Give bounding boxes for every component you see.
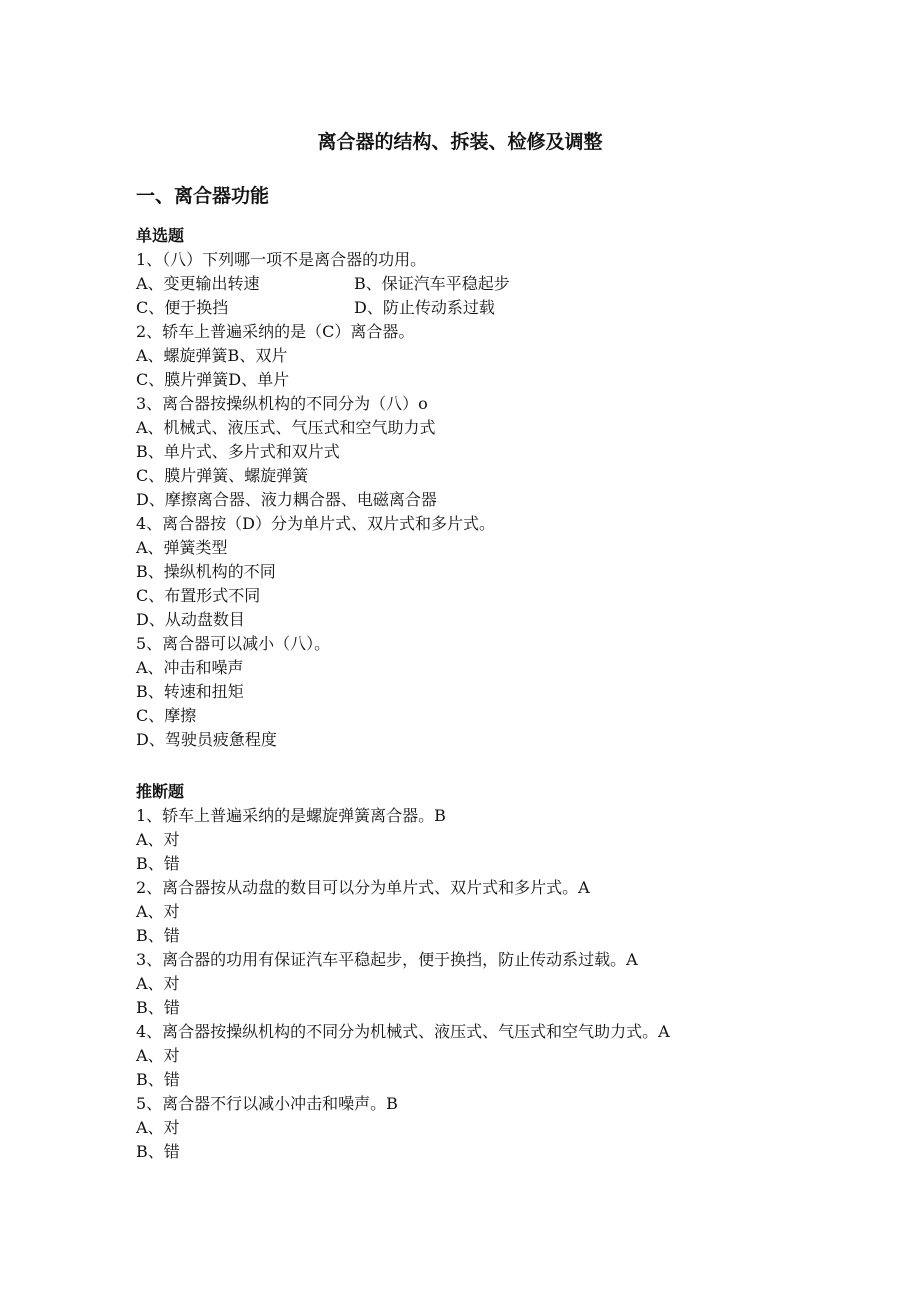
option-line: C、摩擦 [136,706,197,725]
document-title: 离合器的结构、拆装、检修及调整 [317,131,603,153]
option-text: A、变更输出转速 [136,274,260,293]
question-line: 2、轿车上普遍采纳的是（C）离合器。 [136,322,415,341]
option-text: B、保证汽车平稳起步 [354,274,510,293]
question-line: 1、（八）下列哪一项不是离合器的功用。 [136,250,427,269]
option-line: A、对 [136,902,180,921]
option-row [136,296,836,320]
question-line: 3、离合器的功用有保证汽车平稳起步，便于换挡，防止传动系过载。A [136,950,638,969]
single-choice-heading: 单选题 [136,226,185,245]
option-line: A、冲击和噪声 [136,658,244,677]
question-line: 5、离合器不行以减小冲击和噪声。B [136,1094,398,1113]
question-line: 3、离合器按操纵机构的不同分为（八）o [136,394,428,413]
option-line: C、膜片弹簧、螺旋弹簧 [136,466,309,485]
option-line: A、对 [136,1046,180,1065]
question-line: 4、离合器按操纵机构的不同分为机械式、液压式、气压式和空气助力式。A [136,1022,670,1041]
option-line: A、机械式、液压式、气压式和空气助力式 [136,418,436,437]
option-row [136,272,836,296]
question-line: 1、轿车上普遍采纳的是螺旋弹簧离合器。B [136,806,446,825]
option-text: C、便于换挡 [136,298,229,317]
true-false-section [136,780,836,1164]
section-heading: 一、离合器功能 [136,185,270,207]
option-line: C、布置形式不同 [136,586,261,605]
option-line: B、操纵机构的不同 [136,562,276,581]
true-false-heading: 推断题 [136,782,185,801]
option-line: B、错 [136,1142,180,1161]
single-choice-section [136,224,836,752]
option-line: B、转速和扭矩 [136,682,244,701]
question-line: 2、离合器按从动盘的数目可以分为单片式、双片式和多片式。A [136,878,590,897]
question-line: 5、离合器可以减小（八）。 [136,634,331,653]
option-line: A、对 [136,1118,180,1137]
option-line: C、膜片弹簧D、单片 [136,370,290,389]
option-line: A、对 [136,974,180,993]
option-line: D、从动盘数目 [136,610,245,629]
option-line: A、螺旋弹簧B、双片 [136,346,288,365]
option-line: A、弹簧类型 [136,538,228,557]
option-line: B、错 [136,1070,180,1089]
option-line: D、摩擦离合器、液力耦合器、电磁离合器 [136,490,437,509]
option-line: B、单片式、多片式和双片式 [136,442,340,461]
option-line: B、错 [136,998,180,1017]
option-line: B、错 [136,926,180,945]
option-line: B、错 [136,854,180,873]
question-line: 4、离合器按（D）分为单片式、双片式和多片式。 [136,514,496,533]
option-line: D、驾驶员疲惫程度 [136,730,277,749]
option-line: A、对 [136,830,180,849]
option-text: D、防止传动系过载 [354,298,495,317]
